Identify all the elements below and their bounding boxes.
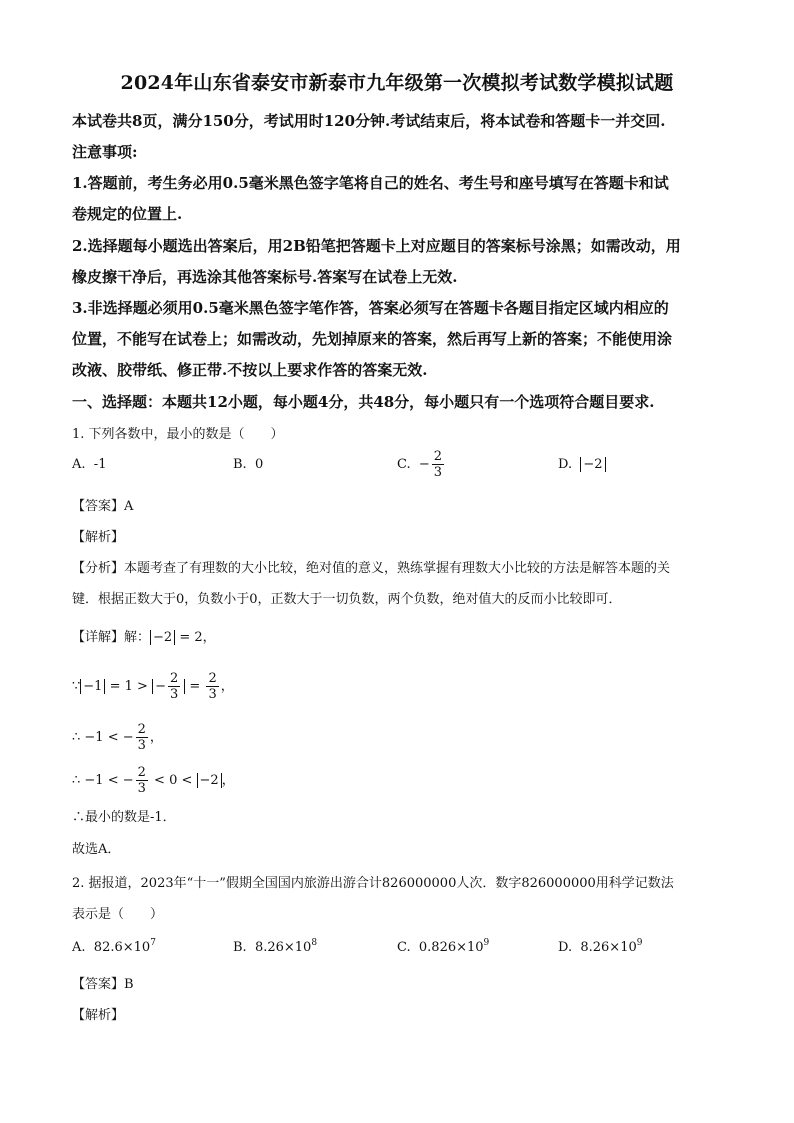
fraction (206, 671, 218, 702)
q2-option-d (558, 938, 642, 955)
analysis-label: 【解析】 (72, 530, 125, 545)
absolute-value: − $\frac{2}{3}$ (152, 679, 185, 694)
note-line: 改液、胶带纸、修正带.不按以上要求作答的答案无效. (72, 361, 428, 379)
fraction-denominator: 3 (137, 781, 146, 796)
detail-line (72, 626, 216, 645)
detail-line: 故选A． (72, 842, 121, 857)
q2-option-a (72, 938, 156, 955)
option-label: B. (233, 940, 247, 955)
detail-text: ∴ −1 < − (72, 730, 134, 745)
option-label: A. (72, 940, 86, 955)
intro-text: 本试卷共8页，满分150分，考试用时120分钟.考试结束后，将本试卷和答题卡一并交回. (72, 112, 666, 130)
detail-line: ∴最小的数是-1． (72, 810, 176, 825)
section-heading: 一、选择题：本题共12小题，每小题4分，共48分，每小题只有一个选项符合题目要求. (72, 393, 655, 411)
exponent: 7 (150, 938, 156, 948)
question-2-stem: 2. 据报道，2023年“十一”假期全国国内旅游出游合计826000000人次．数字826000000用科学记数法 (72, 876, 674, 891)
q1-option-d (558, 457, 606, 472)
fraction (136, 722, 148, 753)
option-value: 0.826×10 (418, 940, 484, 955)
fraction-denominator: 3 (433, 465, 443, 480)
fraction-denominator: 3 (169, 687, 179, 702)
fraction-denominator: 3 (137, 738, 146, 753)
notice-heading: 注意事项: (72, 143, 138, 161)
note-line: 橡皮擦干净后，再选涂其他答案标号.答案写在试卷上无效. (72, 268, 458, 286)
detail-text: = 2， (179, 630, 216, 645)
detail-label: 【详解】解： (72, 630, 151, 645)
q2-option-c (397, 938, 489, 955)
detail-text: ∴ −1 < − (72, 773, 134, 788)
detail-text: ， (149, 730, 163, 745)
fraction (168, 671, 180, 702)
q1-option-b (233, 457, 263, 472)
analysis-text: 【分析】本题考查了有理数的大小比较，绝对值的意义，熟练掌握有理数大小比较的方法是解答本题的关 (72, 561, 671, 576)
note-line: 位置，不能写在试卷上；如需改动，先划掉原来的答案，然后再写上新的答案；不能使用涂 (72, 330, 673, 348)
absolute-value: −2 (197, 773, 222, 788)
detail-text: ， (221, 773, 235, 788)
fraction-numerator: 2 (169, 671, 179, 686)
fraction-numerator: 2 (137, 765, 146, 780)
option-value: 8.26×10 (254, 940, 312, 955)
exponent: 9 (636, 938, 643, 948)
because-symbol: ∵ (72, 679, 81, 694)
note-line: 2.选择题每小题选出答案后，用2B铅笔把答题卡上对应题目的答案标号涂黑；如需改动，用 (72, 237, 681, 255)
exponent: 8 (311, 938, 318, 948)
analysis-text: 键．根据正数大于0，负数小于0，正数大于一切负数，两个负数，绝对值大的反而小比较即可． (72, 592, 622, 607)
q1-option-c (397, 449, 446, 480)
detail-line (72, 671, 234, 702)
detail-text: = (189, 679, 201, 694)
option-label: A. (72, 457, 86, 472)
option-value: 82.6×10 (93, 940, 151, 955)
detail-text: < 0 < (154, 773, 193, 788)
option-label: B. (233, 457, 247, 472)
note-line: 3.非选择题必须用0.5毫米黑色签字笔作答，答案必须写在答题卡各题目指定区域内相应的 (72, 299, 669, 317)
q2-option-b (233, 938, 317, 955)
absolute-value: −2 (150, 630, 175, 645)
fraction (136, 765, 148, 796)
absolute-value: −1 (80, 679, 105, 694)
detail-line (72, 722, 163, 753)
fraction-numerator: 2 (433, 449, 443, 464)
detail-text: ， (220, 679, 234, 694)
answer-label: 【答案】A (72, 499, 134, 514)
fraction (432, 449, 444, 480)
question-1-stem: 1. 下列各数中，最小的数是（ ） (72, 427, 284, 442)
absolute-value: −2 (580, 457, 605, 472)
option-label: C. (397, 457, 411, 472)
note-line: 卷规定的位置上. (72, 205, 183, 223)
fraction-numerator: 2 (137, 722, 146, 737)
option-value: 8.26×10 (580, 940, 637, 955)
q1-option-a (72, 457, 106, 472)
exponent: 9 (483, 938, 490, 948)
option-label: D. (558, 940, 573, 955)
option-label: D. (558, 457, 573, 472)
analysis-label: 【解析】 (72, 1008, 125, 1023)
option-value: 0 (254, 457, 264, 472)
fraction-denominator: 3 (208, 687, 217, 702)
option-value: -1 (93, 457, 107, 472)
detail-text: = 1 > (109, 679, 148, 694)
page-title: 2024年山东省泰安市新泰市九年级第一次模拟考试数学模拟试题 (120, 72, 674, 94)
option-sign: − (418, 457, 430, 472)
question-2-stem: 表示是（ ） (72, 907, 164, 922)
detail-line (72, 765, 235, 796)
option-label: C. (397, 940, 411, 955)
note-line: 1.答题前，考生务必用0.5毫米黑色签字笔将自己的姓名、考生号和座号填写在答题卡和试 (72, 174, 669, 192)
fraction-numerator: 2 (208, 671, 217, 686)
answer-label: 【答案】B (72, 977, 134, 992)
